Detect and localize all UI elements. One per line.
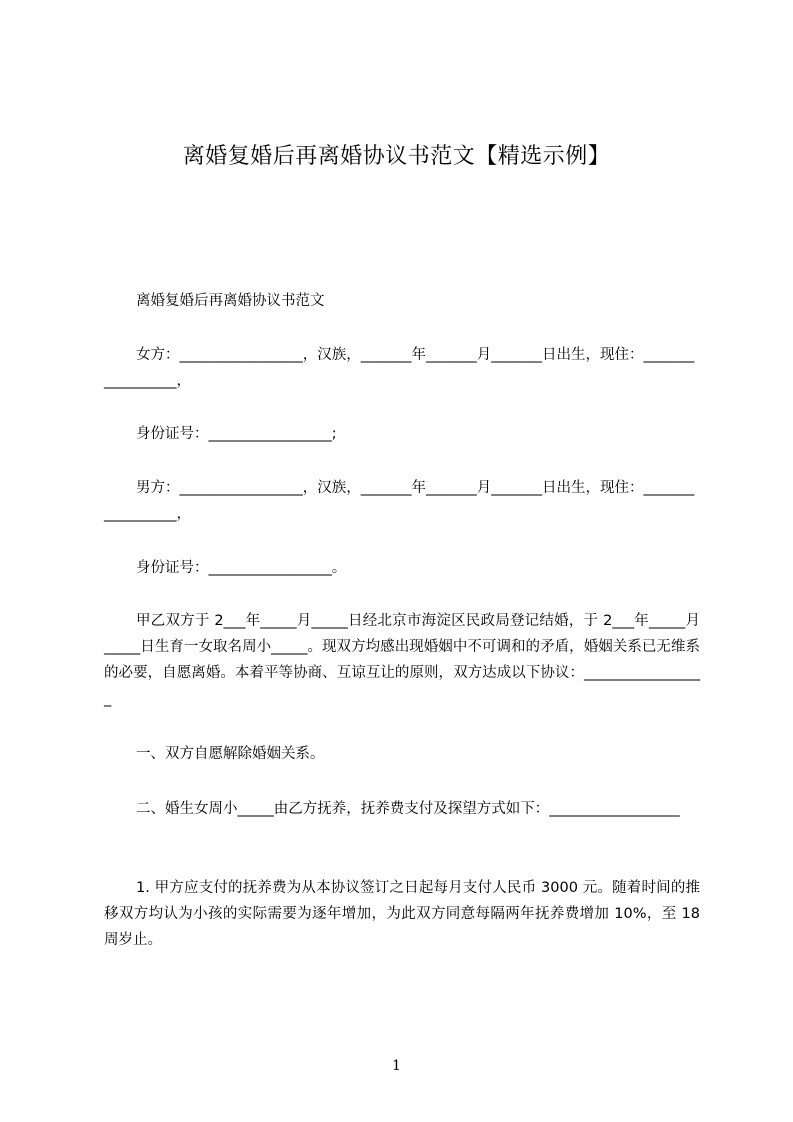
female-info-paragraph: 女方：_________________，汉族，_______年_______月_______日出生，现住：_________________，: [104, 347, 695, 389]
clause-1-paragraph: 一、双方自愿解除婚姻关系。: [136, 746, 325, 762]
clause-2-1-paragraph: 1. 甲方应支付的抚养费为从本协议签订之日起每月支付人民币 3000 元。随着时间的推移双方均认为小孩的实际需要为逐年增加，为此双方同意每隔两年抚养费增加 10%，至 18 周岁止。: [104, 880, 705, 948]
page-number: 1: [392, 1058, 401, 1074]
male-id-paragraph: 身份证号：_________________。: [136, 560, 347, 576]
document-subtitle: 离婚复婚后再离婚协议书范文: [136, 293, 325, 309]
background-paragraph: 甲乙双方于 2___年_____月_____日经北京市海淀区民政局登记结婚，于 2___年_____月_____日生育一女取名周小_____。现双方均感出现婚姻中不可调和的矛盾，婚姻关系已无维系的必要，自愿离婚。本着平等协商、互谅互让的原则，双方达成以下协议：_________________: [104, 613, 700, 707]
male-info-paragraph: 男方：_________________，汉族，_______年_______月_______日出生，现住：_________________，: [104, 480, 695, 522]
document-title: 离婚复婚后再离婚协议书范文【精选示例】: [182, 144, 611, 169]
female-id-paragraph: 身份证号：_________________;: [136, 426, 337, 442]
clause-2-paragraph: 二、婚生女周小_____由乙方抚养，抚养费支付及探望方式如下：__________________: [136, 801, 680, 817]
